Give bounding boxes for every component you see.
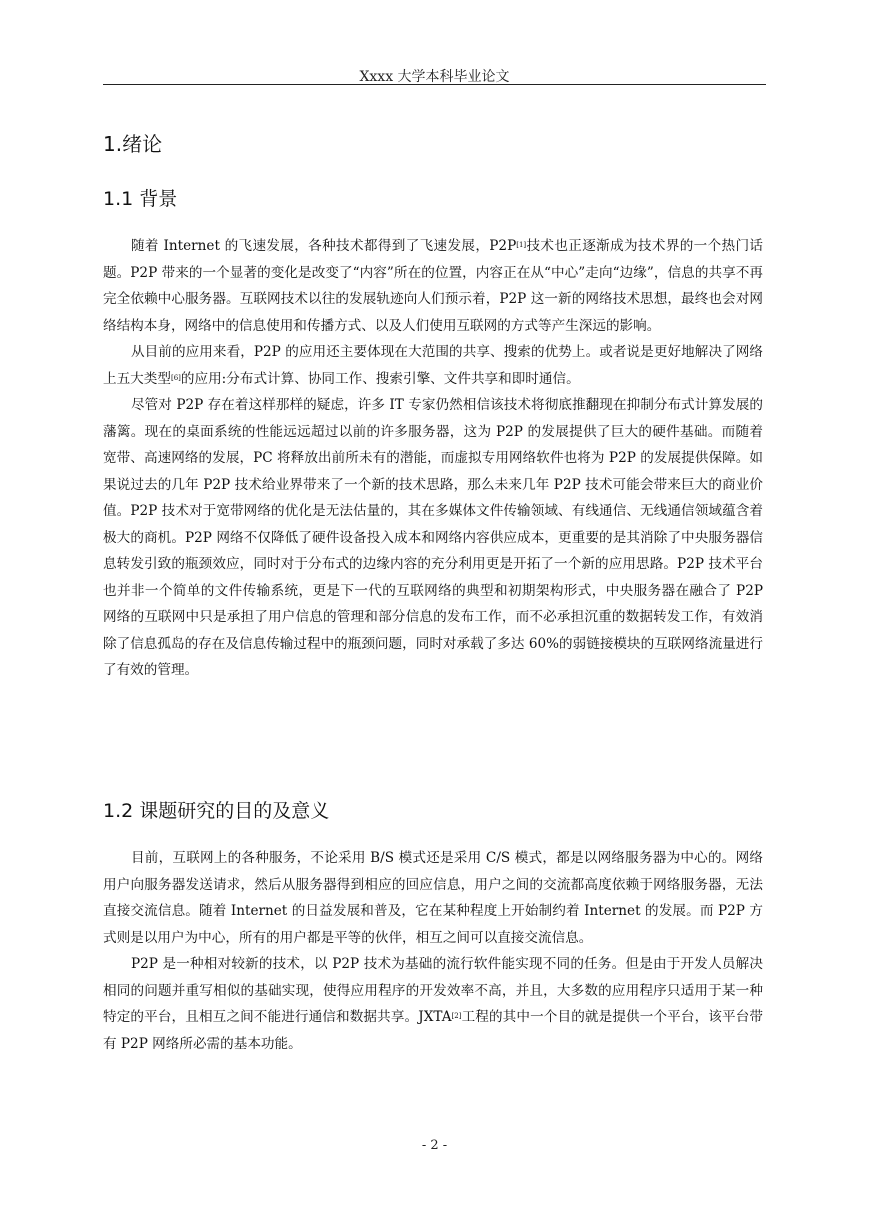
paragraph: 目前，互联网上的各种服务，不论采用 B/S 模式还是采用 C/S 模式，都是以网络服务器为中心的。网络用户向服务器发送请求，然后从服务器得到相应的回应信息，用户之间的交流都高度依赖于网络服务器，无法直接交流信息。随着 Internet 的日益发展和普及，它在某种程度上开始制约着 Internet 的发展。而 P2P 方式则是以用户为中心，所有的用户都是平等的伙伴，相互之间可以直接交流信息。 — [103, 850, 763, 946]
paragraph: 从目前的应用来看，P2P 的应用还主要体现在大范围的共享、搜索的优势上。或者说是更好地解决了网络上五大类型[6]的应用:分布式计算、协同工作、搜索引擎、文件共享和即时通信。 — [103, 344, 763, 387]
section-purpose-body — [103, 845, 763, 1057]
section-title-background: 1.1 背景 — [103, 188, 178, 210]
chapter-title: 1.绪论 — [103, 132, 163, 156]
page-header: Xxxx 大学本科毕业论文 — [359, 69, 510, 85]
section-title-purpose: 1.2 课题研究的目的及意义 — [103, 800, 330, 822]
header-rule — [103, 84, 766, 85]
paragraph: P2P 是一种相对较新的技术，以 P2P 技术为基础的流行软件能实现不同的任务。但是由于开发人员解决相同的问题并重写相似的基础实现，使得应用程序的开发效率不高，并且，大多数的应用程序只适用于某一种特定的平台，且相互之间不能进行通信和数据共享。JXTA[2]工程的其中一个目的就是提供一个平台，该平台带有 P2P 网络所必需的基本功能。 — [103, 956, 764, 1052]
page-number: - 2 - — [421, 1138, 448, 1153]
citation-ref: [1] — [516, 241, 527, 249]
paragraph: 尽管对 P2P 存在着这样那样的疑虑，许多 IT 专家仍然相信该技术将彻底推翻现在抑制分布式计算发展的藩篱。现在的桌面系统的性能远远超过以前的许多服务器，这为 P2P 的发展提供了巨大的硬件基础。而随着宽带、高速网络的发展，PC 将释放出前所未有的潜能，而虚拟专用网络软件也将为 P2P 的发展提供保障。如果说过去的几年 P2P 技术给业界带来了一个新的技术思路，那么未来几年 P2P 技术可能会带来巨大的商业价值。P2P 技术对于宽带网络的优化是无法估量的，其在多媒体文件传输领域、有线通信、无线通信领域蕴含着极大的商机。P2P 网络不仅降低了硬件设备投入成本和网络内容供应成本，更重要的是其消除了中央服务器信息转发引致的瓶颈效应，同时对于分布式的边缘内容的充分利用更是开拓了一个新的应用思路。P2P 技术平台也并非一个简单的文件传输系统，更是下一代的互联网络的典型和初期架构形式，中央服务器在融合了 P2P 网络的互联网中只是承担了用户信息的管理和部分信息的发布工作，而不必承担沉重的数据转发工作，有效消除了信息孤岛的存在及信息传输过程中的瓶颈问题，同时对承载了多达 60%的弱链接模块的互联网络流量进行了有效的管理。 — [103, 397, 763, 678]
citation-ref: [2] — [451, 1012, 462, 1020]
section-background-body — [103, 233, 763, 684]
paragraph: 随着 Internet 的飞速发展，各种技术都得到了飞速发展，P2P[1]技术也正逐渐成为技术界的一个热门话题。P2P 带来的一个显著的变化是改变了“内容”所在的位置，内容正在从“中心”走向“边缘”，信息的共享不再完全依赖中心服务器。互联网技术以往的发展轨迹向人们预示着，P2P 这一新的网络技术思想，最终也会对网络结构本身，网络中的信息使用和传播方式、以及人们使用互联网的方式等产生深远的影响。 — [103, 238, 763, 334]
citation-ref: [6] — [170, 373, 181, 382]
